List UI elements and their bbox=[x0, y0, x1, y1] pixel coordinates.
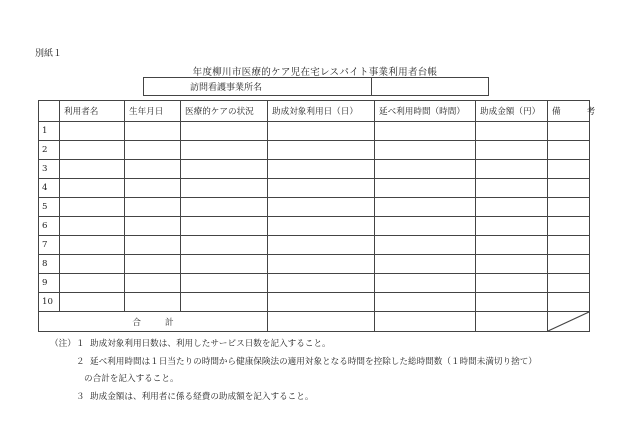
total-hours-cell[interactable] bbox=[375, 160, 476, 179]
subsidy-days-cell[interactable] bbox=[268, 274, 375, 293]
medical-care-cell[interactable] bbox=[181, 141, 268, 160]
header-subsidy-days: 助成対象利用日（日） bbox=[268, 101, 375, 122]
office-table bbox=[143, 77, 489, 96]
user-name-cell[interactable] bbox=[60, 236, 125, 255]
total-subsidy-amount[interactable] bbox=[476, 312, 548, 332]
birthdate-cell[interactable] bbox=[125, 179, 181, 198]
birthdate-cell[interactable] bbox=[125, 293, 181, 312]
table-row bbox=[39, 122, 590, 141]
row-number: 8 bbox=[39, 255, 60, 274]
total-hours-cell[interactable] bbox=[375, 236, 476, 255]
row-number: 5 bbox=[39, 198, 60, 217]
user-name-cell[interactable] bbox=[60, 141, 125, 160]
subsidy-amount-cell[interactable] bbox=[476, 122, 548, 141]
remarks-cell[interactable] bbox=[548, 255, 590, 274]
subsidy-days-cell[interactable] bbox=[268, 141, 375, 160]
medical-care-cell[interactable] bbox=[181, 274, 268, 293]
total-hours-cell[interactable] bbox=[375, 293, 476, 312]
note-item-2-continuation: の合計を記入すること。 bbox=[84, 374, 179, 384]
medical-care-cell[interactable] bbox=[181, 160, 268, 179]
medical-care-cell[interactable] bbox=[181, 255, 268, 274]
page-title: 年度柳川市医療的ケア児在宅レスパイト事業利用者台帳 bbox=[192, 67, 438, 78]
remarks-cell[interactable] bbox=[548, 141, 590, 160]
table-row bbox=[39, 236, 590, 255]
subsidy-days-cell[interactable] bbox=[268, 236, 375, 255]
remarks-cell[interactable] bbox=[548, 179, 590, 198]
subsidy-days-cell[interactable] bbox=[268, 160, 375, 179]
table-row bbox=[39, 198, 590, 217]
remarks-cell[interactable] bbox=[548, 236, 590, 255]
birthdate-cell[interactable] bbox=[125, 236, 181, 255]
row-number: 4 bbox=[39, 179, 60, 198]
row-number: 10 bbox=[39, 293, 60, 312]
total-subsidy-days[interactable] bbox=[268, 312, 375, 332]
user-name-cell[interactable] bbox=[60, 274, 125, 293]
table-row bbox=[39, 217, 590, 236]
user-name-cell[interactable] bbox=[60, 160, 125, 179]
total-hours-cell[interactable] bbox=[375, 217, 476, 236]
table-row bbox=[39, 179, 590, 198]
remarks-cell[interactable] bbox=[548, 274, 590, 293]
table-row bbox=[39, 255, 590, 274]
user-ledger-table bbox=[38, 100, 596, 332]
header-row bbox=[39, 101, 590, 122]
note-item-1: （注）１ 助成対象利用日数は、利用したサービス日数を記入すること。 bbox=[50, 339, 331, 349]
subsidy-days-cell[interactable] bbox=[268, 122, 375, 141]
row-number: 3 bbox=[39, 160, 60, 179]
user-name-cell[interactable] bbox=[60, 217, 125, 236]
total-row bbox=[39, 312, 590, 332]
total-hours-cell[interactable] bbox=[375, 141, 476, 160]
office-name-field[interactable] bbox=[372, 78, 489, 96]
subsidy-amount-cell[interactable] bbox=[476, 236, 548, 255]
user-name-cell[interactable] bbox=[60, 198, 125, 217]
user-name-cell[interactable] bbox=[60, 122, 125, 141]
subsidy-days-cell[interactable] bbox=[268, 179, 375, 198]
birthdate-cell[interactable] bbox=[125, 122, 181, 141]
subsidy-days-cell[interactable] bbox=[268, 198, 375, 217]
total-hours[interactable] bbox=[375, 312, 476, 332]
header-medical-care-status: 医療的ケアの状況 bbox=[181, 101, 268, 122]
subsidy-days-cell[interactable] bbox=[268, 255, 375, 274]
total-hours-cell[interactable] bbox=[375, 179, 476, 198]
subsidy-amount-cell[interactable] bbox=[476, 198, 548, 217]
total-hours-cell[interactable] bbox=[375, 122, 476, 141]
row-number: 9 bbox=[39, 274, 60, 293]
subsidy-days-cell[interactable] bbox=[268, 217, 375, 236]
remarks-cell[interactable] bbox=[548, 198, 590, 217]
user-name-cell[interactable] bbox=[60, 255, 125, 274]
subsidy-amount-cell[interactable] bbox=[476, 217, 548, 236]
subsidy-amount-cell[interactable] bbox=[476, 293, 548, 312]
remarks-cell[interactable] bbox=[548, 217, 590, 236]
header-number bbox=[39, 101, 60, 122]
birthdate-cell[interactable] bbox=[125, 255, 181, 274]
subsidy-days-cell[interactable] bbox=[268, 293, 375, 312]
header-total-hours: 延べ利用時間（時間） bbox=[375, 101, 476, 122]
medical-care-cell[interactable] bbox=[181, 217, 268, 236]
remarks-cell[interactable] bbox=[548, 122, 590, 141]
subsidy-amount-cell[interactable] bbox=[476, 274, 548, 293]
total-hours-cell[interactable] bbox=[375, 198, 476, 217]
diagonal-line bbox=[548, 312, 589, 331]
row-number: 1 bbox=[39, 122, 60, 141]
birthdate-cell[interactable] bbox=[125, 198, 181, 217]
header-birthdate: 生年月日 bbox=[125, 101, 181, 122]
birthdate-cell[interactable] bbox=[125, 141, 181, 160]
row-number: 6 bbox=[39, 217, 60, 236]
office-name-label: 訪問看護事業所名 bbox=[144, 78, 372, 96]
header-user-name: 利用者名 bbox=[60, 101, 125, 122]
attachment-label: 別紙１ bbox=[35, 49, 63, 59]
birthdate-cell[interactable] bbox=[125, 160, 181, 179]
medical-care-cell[interactable] bbox=[181, 236, 268, 255]
medical-care-cell[interactable] bbox=[181, 179, 268, 198]
total-hours-cell[interactable] bbox=[375, 274, 476, 293]
row-number: 2 bbox=[39, 141, 60, 160]
total-label: 合 計 bbox=[39, 312, 268, 332]
subsidy-amount-cell[interactable] bbox=[476, 255, 548, 274]
medical-care-cell[interactable] bbox=[181, 122, 268, 141]
birthdate-cell[interactable] bbox=[125, 217, 181, 236]
subsidy-amount-cell[interactable] bbox=[476, 141, 548, 160]
header-subsidy-amount: 助成金額（円） bbox=[476, 101, 548, 122]
table-row bbox=[39, 293, 590, 312]
remarks-cell[interactable] bbox=[548, 293, 590, 312]
subsidy-amount-cell[interactable] bbox=[476, 160, 548, 179]
remarks-cell[interactable] bbox=[548, 160, 590, 179]
user-name-cell[interactable] bbox=[60, 293, 125, 312]
notes-section bbox=[50, 336, 537, 406]
medical-care-cell[interactable] bbox=[181, 293, 268, 312]
total-hours-cell[interactable] bbox=[375, 255, 476, 274]
header-remarks: 備 考 bbox=[548, 101, 590, 122]
table-row bbox=[39, 160, 590, 179]
birthdate-cell[interactable] bbox=[125, 274, 181, 293]
subsidy-amount-cell[interactable] bbox=[476, 179, 548, 198]
note-item-3: ３ 助成金額は、利用者に係る経費の助成額を記入すること。 bbox=[76, 391, 314, 402]
table-row bbox=[39, 141, 590, 160]
note-item-2: ２ 延べ利用時間は１日当たりの時間から健康保険法の適用対象となる時間を控除した総時間数（１時間未満切り捨て） bbox=[76, 356, 537, 367]
medical-care-cell[interactable] bbox=[181, 198, 268, 217]
table-row bbox=[39, 274, 590, 293]
total-remarks-crossed bbox=[548, 312, 590, 332]
user-name-cell[interactable] bbox=[60, 179, 125, 198]
row-number: 7 bbox=[39, 236, 60, 255]
